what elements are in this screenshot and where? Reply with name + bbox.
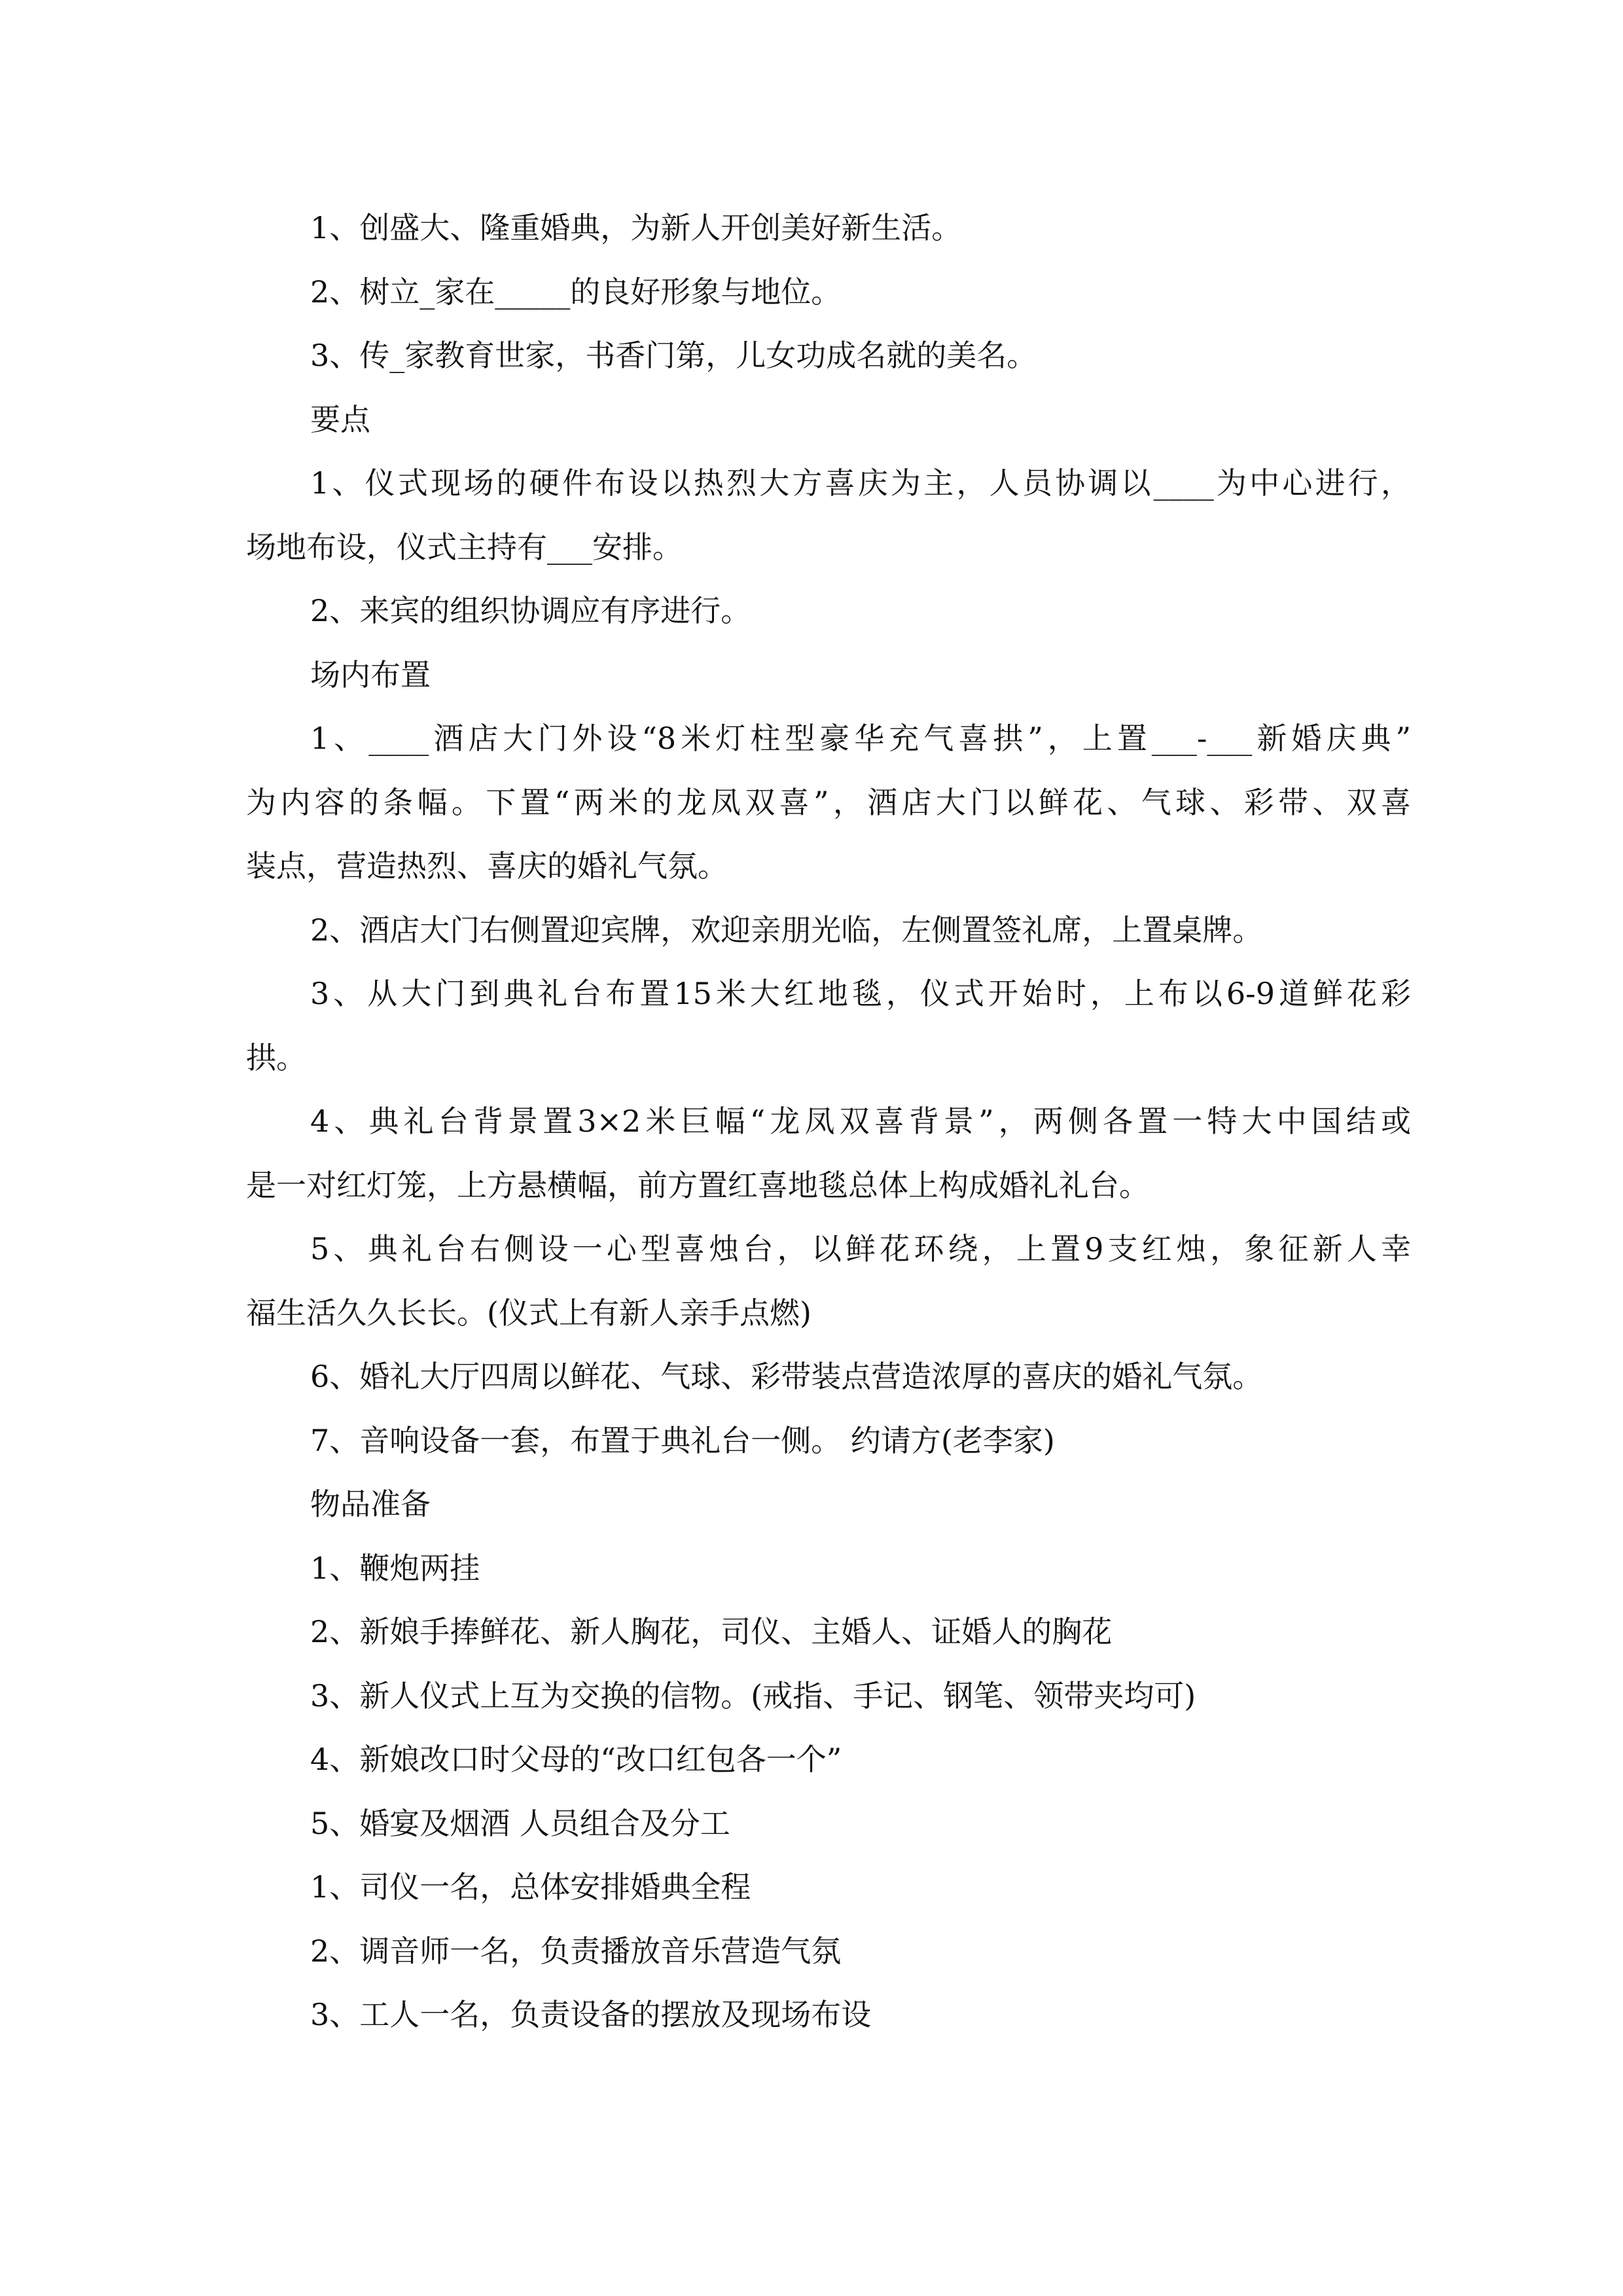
goal-item-3: 3、传_家教育世家，书香门第，儿女功成名就的美名。 bbox=[310, 338, 1037, 373]
staff-item-1: 1、司仪一名，总体安排婚典全程 bbox=[310, 1869, 751, 1905]
venue-item-1-line-1: 1、____酒店大门外设“8米灯柱型豪华充气喜拱”，上置___-___新婚庆典” bbox=[310, 721, 1411, 756]
venue-item-2: 2、酒店大门右侧置迎宾牌，欢迎亲朋光临，左侧置签礼席，上置桌牌。 bbox=[310, 912, 1263, 948]
document-body bbox=[246, 196, 1411, 2047]
venue-item-4-line-1: 4、典礼台背景置3×2米巨幅“龙凤双喜背景”，两侧各置一特大中国结或 bbox=[310, 1103, 1411, 1139]
goal-item-1: 1、创盛大、隆重婚典，为新人开创美好新生活。 bbox=[310, 210, 962, 245]
venue-item-5-line-2: 福生活久久长长。(仪式上有新人亲手点燃) bbox=[246, 1295, 812, 1331]
key-point-1-line-1: 1、仪式现场的硬件布设以热烈大方喜庆为主，人员协调以____为中心进行， bbox=[310, 465, 1411, 501]
venue-item-1-line-3: 装点，营造热烈、喜庆的婚礼气氛。 bbox=[246, 848, 728, 884]
supply-item-3: 3、新人仪式上互为交换的信物。(戒指、手记、钢笔、领带夹均可) bbox=[310, 1677, 1196, 1713]
supply-item-5: 5、婚宴及烟酒 人员组合及分工 bbox=[310, 1805, 730, 1841]
venue-item-3-line-1: 3、从大门到典礼台布置15米大红地毯，仪式开始时，上布以6-9道鲜花彩 bbox=[310, 976, 1411, 1011]
section-heading-key-points: 要点 bbox=[310, 401, 370, 437]
venue-item-5-line-1: 5、典礼台右侧设一心型喜烛台，以鲜花环绕，上置9支红烛，象征新人幸 bbox=[310, 1231, 1411, 1266]
section-heading-venue-layout: 场内布置 bbox=[310, 656, 431, 692]
venue-item-3-line-2: 拱。 bbox=[246, 1039, 306, 1075]
key-point-2: 2、来宾的组织协调应有序进行。 bbox=[310, 593, 751, 628]
venue-item-1-line-2: 为内容的条幅。下置“两米的龙凤双喜”，酒店大门以鲜花、气球、彩带、双喜 bbox=[246, 784, 1411, 820]
section-heading-supplies: 物品准备 bbox=[310, 1486, 431, 1522]
key-point-1-line-2: 场地布设，仪式主持有___安排。 bbox=[246, 529, 683, 565]
supply-item-4: 4、新娘改口时父母的“改口红包各一个” bbox=[310, 1742, 842, 1777]
supply-item-2: 2、新娘手捧鲜花、新人胸花，司仪、主婚人、证婚人的胸花 bbox=[310, 1614, 1113, 1649]
venue-item-7: 7、音响设备一套，布置于典礼台一侧。 约请方(老李家) bbox=[310, 1422, 1055, 1458]
staff-item-2: 2、调音师一名，负责播放音乐营造气氛 bbox=[310, 1933, 842, 1969]
supply-item-1: 1、鞭炮两挂 bbox=[310, 1550, 480, 1586]
staff-item-3: 3、工人一名，负责设备的摆放及现场布设 bbox=[310, 1997, 872, 2032]
venue-item-6: 6、婚礼大厅四周以鲜花、气球、彩带装点营造浓厚的喜庆的婚礼气氛。 bbox=[310, 1359, 1263, 1394]
venue-item-4-line-2: 是一对红灯笼，上方悬横幅，前方置红喜地毯总体上构成婚礼礼台。 bbox=[246, 1167, 1149, 1203]
goal-item-2: 2、树立_家在_____的良好形象与地位。 bbox=[310, 274, 842, 310]
